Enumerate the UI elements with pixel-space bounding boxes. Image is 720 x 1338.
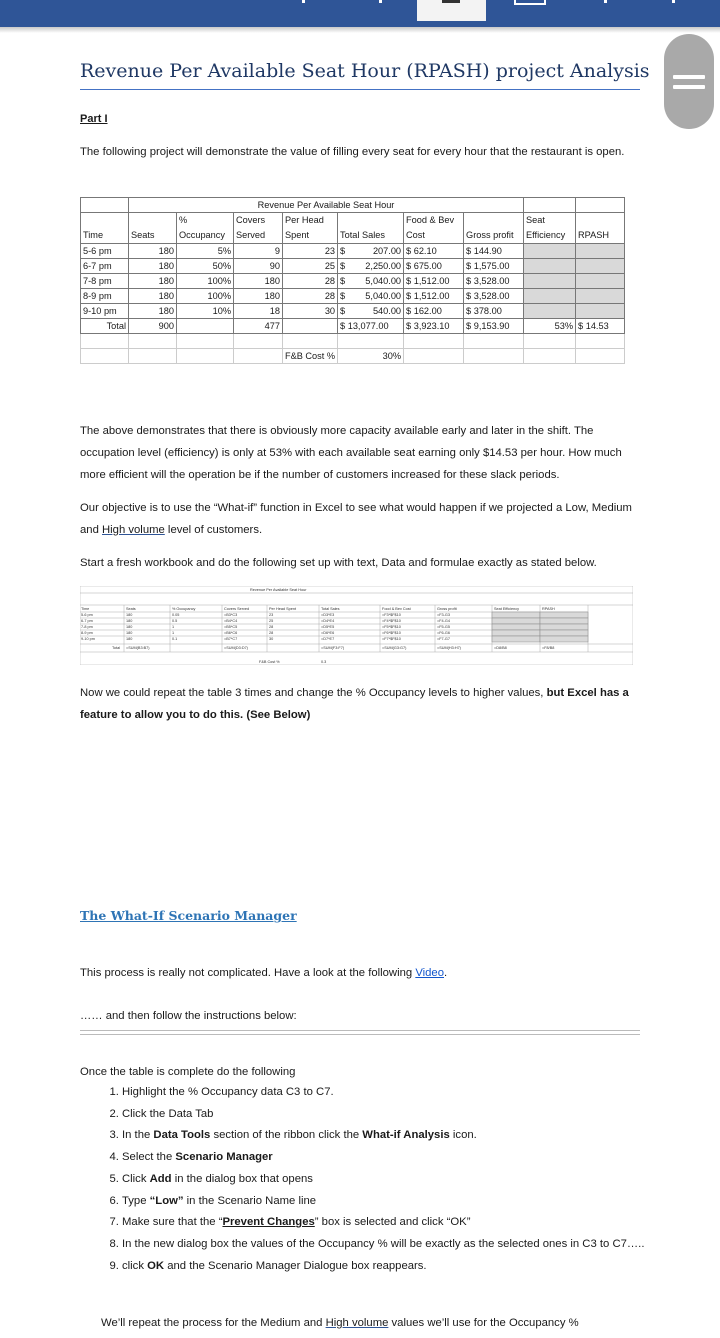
cell-total-rpash: $ 14.53 <box>576 319 625 334</box>
step-text: in the dialog box that opens <box>171 1172 313 1185</box>
above-paragraph: The above demonstrates that there is obviously more capacity available early and later in the shift. The occupation level (efficiency) is only at 53% with each available seat earning only $14.53 per hour. How much more efficient will the operation be if the number of customers increased for these slack periods. <box>80 425 622 481</box>
mini-header: Seat Efficiency <box>494 607 520 611</box>
table-row <box>81 259 625 274</box>
cell-total-label: Total <box>81 319 129 334</box>
cell-covers: 90 <box>234 259 283 274</box>
cell-total-sales <box>338 244 404 259</box>
table-row <box>81 304 625 319</box>
table-total-row <box>81 319 625 334</box>
list-item <box>122 1212 682 1234</box>
cell-occupancy: 100% <box>177 289 234 304</box>
intro-paragraph: The following project will demonstrate the value of filling every seat for every hour that the restaurant is open. <box>80 146 625 158</box>
objective-paragraph <box>80 497 640 541</box>
step-bold: Scenario Manager <box>175 1151 273 1164</box>
cell-occupancy: 5% <box>177 244 234 259</box>
mini-cell: =SUM(B3:B7) <box>126 646 150 650</box>
currency-sign: $ <box>340 306 346 316</box>
mini-cell: 180 <box>126 613 133 617</box>
currency-sign: $ <box>340 246 346 256</box>
mini-header: Food & Bev Cost <box>382 607 411 611</box>
cell-total-sales <box>338 304 404 319</box>
video-link[interactable]: Video <box>415 967 445 979</box>
cell-rpash <box>576 259 625 274</box>
title-underline <box>80 89 640 90</box>
mini-cell: =SUM(H3:H7) <box>437 646 461 650</box>
cell-total-sales <box>338 289 404 304</box>
cell-time: 7-8 pm <box>81 274 129 289</box>
cell-rpash <box>576 289 625 304</box>
cell-time: 5-6 pm <box>81 244 129 259</box>
mini-cell: 30 <box>269 637 274 641</box>
mini-header: Seats <box>126 607 136 611</box>
mini-cell: 180 <box>126 619 133 623</box>
mini-cell: =F5-G5 <box>437 625 450 629</box>
currency-sign: $ <box>340 261 346 271</box>
cell-seats: 180 <box>129 274 177 289</box>
step-bold: Data Tools <box>153 1129 211 1142</box>
cell-covers: 180 <box>234 289 283 304</box>
formula-table-image <box>80 586 633 665</box>
mini-cell: =D4*E4 <box>321 619 335 623</box>
list-item <box>122 1169 682 1191</box>
column-header: Per Head Spent <box>283 213 338 244</box>
process-paragraph <box>80 962 640 984</box>
toolbar-mark <box>672 0 675 3</box>
list-item <box>122 1234 682 1256</box>
cell-total-sales <box>338 259 404 274</box>
repeat-paragraph <box>80 682 640 726</box>
list-item <box>122 1082 682 1104</box>
mini-cell: 180 <box>126 631 133 635</box>
mini-header: RPASH <box>542 607 555 611</box>
cell-total-fb: $ 3,923.10 <box>404 319 464 334</box>
menu-icon <box>442 0 460 3</box>
objective-text-end: level of customers. <box>164 524 263 536</box>
step-bold: OK <box>147 1259 165 1272</box>
mini-cell: 9-10 pm <box>81 637 95 641</box>
mini-cell: =D7*E7 <box>321 637 335 641</box>
toolbar-button[interactable] <box>417 0 486 21</box>
last-paragraph <box>101 1312 641 1334</box>
list-item <box>122 1125 682 1147</box>
mini-cell: =F8/B8 <box>542 646 555 650</box>
cell-rpash <box>576 244 625 259</box>
rpash-table <box>80 197 625 364</box>
cell-seats: 180 <box>129 259 177 274</box>
cell-rpash <box>576 274 625 289</box>
cell-seat-efficiency <box>524 259 576 274</box>
column-header: % Occupancy <box>177 213 234 244</box>
cell-occupancy: 50% <box>177 259 234 274</box>
column-header: Food & Bev Cost <box>404 213 464 244</box>
cell-fb-cost: $ 675.00 <box>404 259 464 274</box>
mini-cell: 180 <box>126 625 133 629</box>
mini-cell: 0.1 <box>172 637 178 641</box>
follow-paragraph: …… and then follow the instructions below: <box>80 1010 297 1022</box>
grip-icon <box>673 75 705 79</box>
once-paragraph: Once the table is complete do the following <box>80 1066 296 1078</box>
toolbar-shadow <box>0 27 720 33</box>
list-item <box>122 1256 682 1278</box>
step-text: Select the <box>122 1151 176 1164</box>
cell-fb-cost: $ 162.00 <box>404 304 464 319</box>
cell-total-efficiency: 53% <box>524 319 576 334</box>
cell-rpash <box>576 304 625 319</box>
mini-cell: =B4*C4 <box>224 619 238 623</box>
currency-sign: $ <box>340 291 346 301</box>
mini-cell: =F6*$F$10 <box>382 631 401 635</box>
cell-seats: 180 <box>129 289 177 304</box>
column-header: RPASH <box>576 213 625 244</box>
page-title: Revenue Per Available Seat Hour (RPASH) project Analysis <box>80 60 650 82</box>
grip-icon <box>673 85 705 89</box>
column-header: Seat Efficiency <box>524 213 576 244</box>
step-text: Make sure that the “ <box>122 1216 223 1229</box>
cell-seat-efficiency <box>524 304 576 319</box>
cell-per-head: 28 <box>283 289 338 304</box>
mini-cell: 180 <box>126 637 133 641</box>
step-text: In the new dialog box the values of the Occupancy % will be exactly as the selected ones in C3 to C7….. <box>122 1237 645 1250</box>
table-title: Revenue Per Available Seat Hour <box>129 198 524 213</box>
cell-covers: 18 <box>234 304 283 319</box>
mini-cell: =SUM(G3:G7) <box>382 646 407 650</box>
column-header: Seats <box>129 213 177 244</box>
list-item <box>122 1191 682 1213</box>
mini-cell: 0.5 <box>172 619 178 623</box>
cell-fb-cost: $ 1,512.00 <box>404 289 464 304</box>
toolbar-mark <box>379 0 382 3</box>
cell-time: 6-7 pm <box>81 259 129 274</box>
mini-title: Revenue Per Available Seat Hour <box>250 588 307 592</box>
cell-gross-profit: $ 3,528.00 <box>464 289 524 304</box>
mini-cell: =SUM(F3:F7) <box>321 646 345 650</box>
mini-cell: 0.05 <box>172 613 180 617</box>
mini-cell: 28 <box>269 625 274 629</box>
sales-value: 207.00 <box>372 246 402 256</box>
mini-cell: =F3-G3 <box>437 613 450 617</box>
step-text: in the Scenario Name line <box>183 1194 317 1207</box>
step-text: icon. <box>449 1129 477 1142</box>
column-header: Gross profit <box>464 213 524 244</box>
section-heading: The What-If Scenario Manager <box>80 908 297 923</box>
last-text: We’ll repeat the process for the Medium and <box>101 1317 326 1329</box>
cell-covers: 180 <box>234 274 283 289</box>
step-text: section of the ribbon click the <box>210 1129 363 1142</box>
toolbar-mark <box>604 0 607 3</box>
table-row <box>81 289 625 304</box>
cell-per-head: 23 <box>283 244 338 259</box>
mini-cell: =B6*C6 <box>224 631 238 635</box>
sales-value: 540.00 <box>372 306 402 316</box>
cell-seats: 180 <box>129 244 177 259</box>
mini-cell: =D5*E5 <box>321 625 335 629</box>
mini-cell: =B5*C5 <box>224 625 238 629</box>
cell-gross-profit: $ 378.00 <box>464 304 524 319</box>
mini-cell: =SUM(D3:D7) <box>224 646 248 650</box>
column-header: Time <box>81 213 129 244</box>
mini-cell: =F5*$F$10 <box>382 625 401 629</box>
currency-sign: $ <box>340 276 346 286</box>
mini-cell: 25 <box>269 619 274 623</box>
column-header: Covers Served <box>234 213 283 244</box>
table-header-row <box>81 213 625 244</box>
list-item <box>122 1147 682 1169</box>
mini-cell: =F7*$F$10 <box>382 637 401 641</box>
mini-cell: 1 <box>172 625 175 629</box>
mini-header: Per Head Spent <box>269 607 297 611</box>
mini-cell: =D8/B8 <box>494 646 507 650</box>
mini-fb-value: 0.3 <box>321 660 327 664</box>
mini-cell: 7-8 pm <box>81 625 93 629</box>
scrollbar-thumb[interactable] <box>664 34 714 129</box>
mini-cell: 28 <box>269 631 274 635</box>
fb-cost-value: 30% <box>338 349 404 364</box>
cell-occupancy: 10% <box>177 304 234 319</box>
cell-gross-profit: $ 3,528.00 <box>464 274 524 289</box>
cell-fb-cost: $ 1,512.00 <box>404 274 464 289</box>
step-bold: Prevent Changes <box>222 1216 315 1229</box>
mini-cell: 1 <box>172 631 175 635</box>
cell-total-gp: $ 9,153.90 <box>464 319 524 334</box>
cell-seats: 180 <box>129 304 177 319</box>
divider <box>80 1030 640 1035</box>
table-row <box>81 244 625 259</box>
cell-gross-profit: $ 1,575.00 <box>464 259 524 274</box>
mini-cell: 5-6 pm <box>81 613 93 617</box>
mini-cell: =F4*$F$10 <box>382 619 401 623</box>
fb-cost-label: F&B Cost % <box>283 349 338 364</box>
sales-value: 5,040.00 <box>365 276 402 286</box>
step-text: Click the Data Tab <box>122 1107 214 1120</box>
mini-cell: =F4-G4 <box>437 619 450 623</box>
objective-underlined: High volume <box>102 524 165 536</box>
cell-occupancy: 100% <box>177 274 234 289</box>
mini-cell: 23 <box>269 613 274 617</box>
cell-seat-efficiency <box>524 274 576 289</box>
step-text: ” box is selected and click “OK” <box>314 1216 471 1229</box>
column-header: Total Sales <box>338 213 404 244</box>
cell-total-sales <box>338 274 404 289</box>
cell-seat-efficiency <box>524 244 576 259</box>
process-text: This process is really not complicated. Have a look at the following <box>80 967 416 979</box>
mini-cell: Total <box>112 646 121 650</box>
part-heading: Part I <box>80 113 108 125</box>
mini-fb-label: F&B Cost % <box>259 660 280 664</box>
instruction-list <box>80 1082 682 1277</box>
cell-per-head: 28 <box>283 274 338 289</box>
sales-value: 2,250.00 <box>365 261 402 271</box>
step-text: In the <box>122 1129 154 1142</box>
toolbar-mark <box>302 0 305 3</box>
step-text: Type <box>122 1194 150 1207</box>
cell-per-head: 30 <box>283 304 338 319</box>
mini-cell: =F3*$F$10 <box>382 613 401 617</box>
window-icon[interactable] <box>514 0 546 5</box>
mini-cell: =D3*E3 <box>321 613 335 617</box>
top-toolbar <box>0 0 720 27</box>
cell-total-covers: 477 <box>234 319 283 334</box>
cell-gross-profit: $ 144.90 <box>464 244 524 259</box>
mini-cell: =F6-G6 <box>437 631 450 635</box>
step-bold: “Low” <box>149 1194 184 1207</box>
mini-header: Total Sales <box>321 607 340 611</box>
step-text: click <box>122 1259 148 1272</box>
last-text-end: values we’ll use for the Occupancy % <box>388 1317 579 1329</box>
cell-per-head: 25 <box>283 259 338 274</box>
last-underlined: High volume <box>325 1317 389 1329</box>
process-text-end: . <box>444 967 448 979</box>
cell-covers: 9 <box>234 244 283 259</box>
mini-header: Gross profit <box>437 607 457 611</box>
step-text: Highlight the % Occupancy data C3 to C7. <box>122 1086 334 1098</box>
mini-header: Time <box>81 607 90 611</box>
start-paragraph: Start a fresh workbook and do the following set up with text, Data and formulae exactly as stated below. <box>80 557 597 569</box>
step-bold: Add <box>149 1172 172 1185</box>
table-row <box>81 274 625 289</box>
mini-cell: 8-9 pm <box>81 631 93 635</box>
step-text: Click <box>122 1172 150 1185</box>
step-bold: What-if Analysis <box>362 1129 450 1142</box>
step-text: and the Scenario Manager Dialogue box reappears. <box>164 1259 427 1272</box>
mini-cell: 6-7 pm <box>81 619 93 623</box>
sales-value: 5,040.00 <box>365 291 402 301</box>
cell-total-sales: $ 13,077.00 <box>338 319 404 334</box>
cell-total-seats: 900 <box>129 319 177 334</box>
mini-cell: =B7*C7 <box>224 637 238 641</box>
mini-cell: =F7-G7 <box>437 637 450 641</box>
repeat-text: Now we could repeat the table 3 times and change the % Occupancy levels to higher values, <box>80 687 547 699</box>
mini-cell: =B3*C3 <box>224 613 238 617</box>
repeat-bold-text: but Excel has a feature to allow you to do this. (See Below) <box>80 687 629 721</box>
cell-time: 9-10 pm <box>81 304 129 319</box>
objective-text: Our objective is to use the “What-if” function in Excel to see what would happen if we projected a Low, Medium and <box>80 502 632 536</box>
list-item <box>122 1104 682 1126</box>
cell-fb-cost: $ 62.10 <box>404 244 464 259</box>
mini-cell: =D6*E6 <box>321 631 335 635</box>
cell-seat-efficiency <box>524 289 576 304</box>
mini-header: % Occupancy <box>172 607 196 611</box>
mini-header: Covers Served <box>224 607 250 611</box>
cell-time: 8-9 pm <box>81 289 129 304</box>
